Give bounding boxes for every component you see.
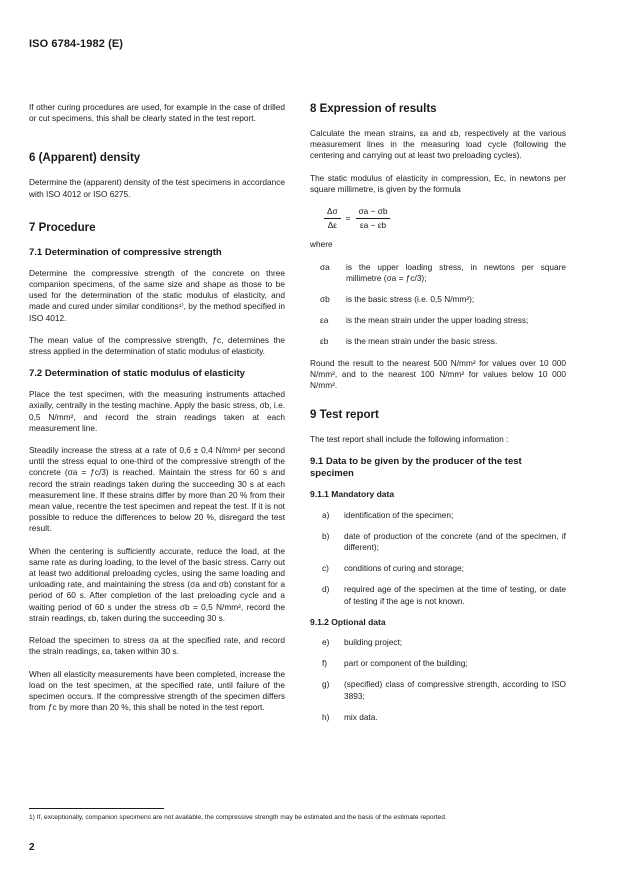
section-7-2-para-3: When the centering is sufficiently accurate, reduce the load, at the same rate as during loading, to the level of the basic stress. Carry out at least two additional preloading cycles, using the same loading and unloading rate, and maintaining the stress (σa and σb) constant for a period of 60 s. After completion of the last preloading cycle and a waiting period of 60 s under the stress σb = 0,5 N/mm², record the strain readings, εb, taken during the succeeding 30 s. <box>29 545 285 623</box>
definition-text: is the basic stress (i.e. 0,5 N/mm²); <box>346 294 475 305</box>
list-item <box>310 712 566 723</box>
definition-text: is the mean strain under the upper loading stress; <box>346 315 529 326</box>
where-label: where <box>310 239 333 250</box>
section-7-1-para-2: The mean value of the compressive strength, ƒc, determines the stress applied in the determination of static modulus of elasticity. <box>29 334 285 357</box>
definition-row <box>310 315 566 326</box>
list-item <box>310 584 566 606</box>
section-8-para-2: The static modulus of elasticity in compression, Ec, in newtons per square millimetre, is given by the formula <box>310 172 566 194</box>
list-item-text: (specified) class of compressive strength, according to ISO 3893; <box>344 679 566 701</box>
section-7-1-para-1: Determine the compressive strength of the concrete on three companion specimens, of the same size and shape as those to be used for the determination of the static modulus of elasticity, and made and cured under similar conditions¹⁾, by the method specified in ISO 4012. <box>29 267 285 323</box>
list-item-text: required age of the specimen at the time of testing, or date of testing if the age is not known. <box>344 584 566 606</box>
page-number: 2 <box>29 842 35 853</box>
document-id: ISO 6784-1982 (E) <box>29 38 124 50</box>
list-item-text: building project; <box>344 637 403 648</box>
definition-text: is the mean strain under the basic stress. <box>346 336 498 347</box>
formula-rhs-denominator: εa − εb <box>359 220 387 231</box>
elasticity-formula <box>324 206 566 231</box>
section-8-heading: 8 Expression of results <box>310 103 437 115</box>
list-item-label: h) <box>322 711 330 722</box>
footnote-divider <box>29 808 164 809</box>
section-7-2-heading: 7.2 Determination of static modulus of elasticity <box>29 368 245 380</box>
section-6-text: Determine the (apparent) density of the test specimens in accordance with ISO 4012 or ISO 6275. <box>29 177 285 199</box>
section-7-2-para-2: Steadily increase the stress at a rate of 0,6 ± 0,4 N/mm² per second until the stress equal to one-third of the compressive strength of the concrete (σa = ƒc/3) is reached. Maintain the stress for 60 s and record the strain readings taken during the succeeding 30 s at each measurement line. If these strains differ by more than 20 % from their mean value, recentre the test specimen and repeat the test. If it is not possible to reduce the differences to below 20 %, disregard the test result. <box>29 445 285 534</box>
definition-symbol: εa <box>320 315 329 326</box>
list-item <box>310 637 566 648</box>
section-7-1-heading: 7.1 Determination of compressive strength <box>29 246 222 258</box>
list-item-label: c) <box>322 563 329 574</box>
right-column <box>310 102 566 733</box>
list-item-label: d) <box>322 584 330 595</box>
list-item-text: mix data. <box>344 711 378 722</box>
definition-row <box>310 294 566 305</box>
definition-symbol: σa <box>320 261 330 272</box>
list-item-label: e) <box>322 637 330 648</box>
section-7-2-para-5: When all elasticity measurements have been completed, increase the load on the test specimen, at the specified rate, until failure of the specimen occurs. If the compressive strength of the specimen differs from ƒc by more than 20 %, this shall be noted in the test report. <box>29 668 285 713</box>
left-column <box>29 102 285 724</box>
list-item <box>310 510 566 521</box>
definition-row <box>310 262 566 284</box>
section-9-1-1-heading: 9.1.1 Mandatory data <box>310 489 395 500</box>
section-6-heading: 6 (Apparent) density <box>29 152 141 165</box>
definition-symbol: σb <box>320 294 330 305</box>
list-item-text: date of production of the concrete (and of the specimen, if different); <box>344 530 566 553</box>
section-9-1-heading: 9.1 Data to be given by the producer of the test specimen <box>310 456 522 480</box>
formula-rhs-numerator: σa − σb <box>356 206 391 219</box>
curing-note: If other curing procedures are used, for example in the case of drilled or cut specimens, this shall be clearly stated in the test report. <box>29 102 285 124</box>
list-item-label: f) <box>322 658 328 669</box>
definition-symbol: εb <box>320 336 329 347</box>
definition-text: is the upper loading stress, in newtons per square millimetre (σa = ƒc/3); <box>346 261 566 283</box>
rounding-rule: Round the result to the nearest 500 N/mm² for values over 10 000 N/mm², and to the nearest 100 N/mm² for values below 10 000 N/mm². <box>310 357 566 391</box>
formula-lhs-denominator: Δε <box>327 220 337 231</box>
section-9-1-2-heading: 9.1.2 Optional data <box>310 616 386 627</box>
list-item <box>310 658 566 669</box>
section-9-heading: 9 Test report <box>310 409 379 422</box>
section-8-para-1: Calculate the mean strains, εa and εb, respectively at the various measurement lines in the measuring load cycle (following the centering and carrying out at least two preloading cycles). <box>310 128 566 161</box>
definition-row <box>310 336 566 347</box>
formula-rhs <box>356 206 391 231</box>
list-item <box>310 531 566 553</box>
list-item-label: g) <box>322 679 330 690</box>
formula-lhs-numerator: Δσ <box>324 206 341 219</box>
list-item-text: part or component of the building; <box>344 658 468 669</box>
list-item-label: b) <box>322 530 330 541</box>
section-7-2-para-4: Reload the specimen to stress σa at the specified rate, and record the strain readings, εa, taken within 30 s. <box>29 635 285 657</box>
list-item <box>310 679 566 701</box>
formula-equals: = <box>345 213 351 224</box>
section-7-heading: 7 Procedure <box>29 221 96 234</box>
section-9-intro: The test report shall include the following information : <box>310 434 509 445</box>
section-7-2-para-1: Place the test specimen, with the measuring instruments attached axially, centrally in the testing machine. Apply the basic stress, σb, i.e. 0,5 N/mm², and record the strain readings taken at each measurement line. <box>29 389 285 433</box>
footnote: 1) If, exceptionally, companion specimens are not available, the compressive strength may be estimated and the basis of the estimate reported. <box>29 814 447 821</box>
list-item <box>310 563 566 574</box>
list-item-label: a) <box>322 509 330 520</box>
list-item-text: conditions of curing and storage; <box>344 563 464 574</box>
formula-lhs <box>324 206 341 231</box>
list-item-text: identification of the specimen; <box>344 509 454 520</box>
